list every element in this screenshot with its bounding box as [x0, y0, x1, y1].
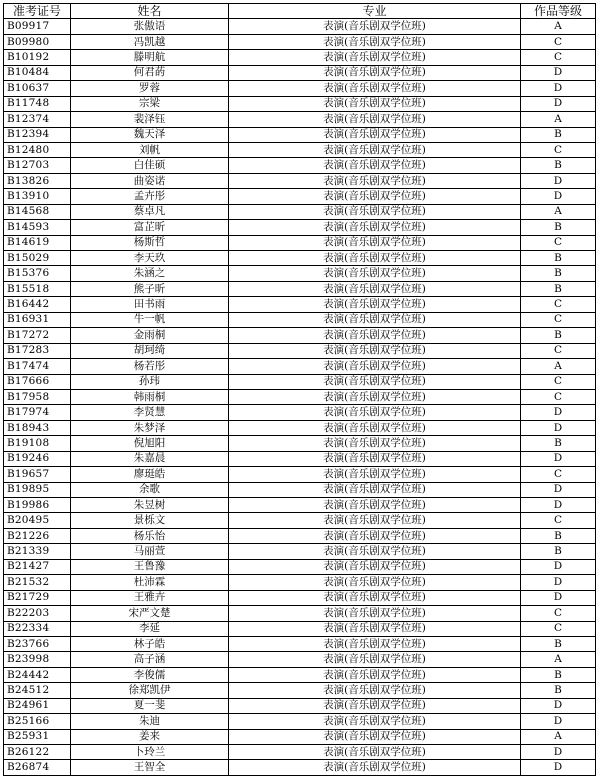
- student-name-cell: 何君菂: [71, 65, 229, 80]
- student-name-cell: 倪旭阳: [71, 436, 229, 451]
- student-name-cell: 刘帆: [71, 142, 229, 157]
- student-name-cell: 胡珂绮: [71, 343, 229, 358]
- exam-id-cell: B19986: [4, 498, 71, 513]
- student-name-cell: 夏一斐: [71, 698, 229, 713]
- exam-id-cell: B19657: [4, 467, 71, 482]
- exam-id-cell: B17283: [4, 343, 71, 358]
- student-name-cell: 宋严文楚: [71, 606, 229, 621]
- student-name-cell: 景栎文: [71, 513, 229, 528]
- major-cell: 表演(音乐剧双学位班): [229, 65, 521, 80]
- exam-id-cell: B10637: [4, 81, 71, 96]
- grade-cell: A: [521, 652, 596, 667]
- grade-cell: D: [521, 482, 596, 497]
- major-cell: 表演(音乐剧双学位班): [229, 729, 521, 744]
- major-cell: 表演(音乐剧双学位班): [229, 698, 521, 713]
- student-name-cell: 马丽萱: [71, 544, 229, 559]
- grade-cell: D: [521, 745, 596, 760]
- grade-cell: D: [521, 698, 596, 713]
- student-name-cell: 裴泽钰: [71, 112, 229, 127]
- grade-cell: B: [521, 528, 596, 543]
- table-row: [4, 729, 596, 744]
- student-name-cell: 曲姿诺: [71, 173, 229, 188]
- exam-id-cell: B15029: [4, 251, 71, 266]
- table-row: [4, 467, 596, 482]
- major-cell: 表演(音乐剧双学位班): [229, 343, 521, 358]
- grade-cell: B: [521, 127, 596, 142]
- student-name-cell: 朱昱树: [71, 498, 229, 513]
- student-name-cell: 冯凯越: [71, 34, 229, 49]
- exam-id-cell: B15376: [4, 266, 71, 281]
- table-row: [4, 606, 596, 621]
- grade-cell: A: [521, 359, 596, 374]
- major-cell: 表演(音乐剧双学位班): [229, 528, 521, 543]
- major-cell: 表演(音乐剧双学位班): [229, 251, 521, 266]
- table-row: [4, 451, 596, 466]
- table-row: [4, 405, 596, 420]
- table-body: [4, 19, 596, 775]
- header-row: [4, 4, 596, 19]
- table-row: [4, 482, 596, 497]
- student-name-cell: 王鲁豫: [71, 559, 229, 574]
- table-row: [4, 652, 596, 667]
- student-name-cell: 廖珽皓: [71, 467, 229, 482]
- grade-cell: D: [521, 590, 596, 605]
- grade-cell: C: [521, 235, 596, 250]
- exam-id-cell: B16442: [4, 297, 71, 312]
- table-row: [4, 667, 596, 682]
- student-name-cell: 杜沛霖: [71, 575, 229, 590]
- major-cell: 表演(音乐剧双学位班): [229, 312, 521, 327]
- grade-cell: D: [521, 760, 596, 775]
- table-row: [4, 436, 596, 451]
- header-exam-id: 准考证号: [4, 4, 71, 19]
- student-name-cell: 余歌: [71, 482, 229, 497]
- exam-id-cell: B22203: [4, 606, 71, 621]
- major-cell: 表演(音乐剧双学位班): [229, 359, 521, 374]
- student-name-cell: 朱涵之: [71, 266, 229, 281]
- student-name-cell: 孙玮: [71, 374, 229, 389]
- student-name-cell: 徐郑凯伊: [71, 683, 229, 698]
- grade-cell: C: [521, 389, 596, 404]
- exam-id-cell: B24442: [4, 667, 71, 682]
- grade-cell: A: [521, 112, 596, 127]
- major-cell: 表演(音乐剧双学位班): [229, 621, 521, 636]
- student-name-cell: 孟卉彤: [71, 189, 229, 204]
- exam-id-cell: B24512: [4, 683, 71, 698]
- grade-cell: D: [521, 559, 596, 574]
- major-cell: 表演(音乐剧双学位班): [229, 189, 521, 204]
- grade-cell: C: [521, 621, 596, 636]
- table-row: [4, 745, 596, 760]
- grade-cell: C: [521, 606, 596, 621]
- student-name-cell: 高子涵: [71, 652, 229, 667]
- table-row: [4, 498, 596, 513]
- exam-id-cell: B12480: [4, 142, 71, 157]
- table-row: [4, 50, 596, 65]
- grade-cell: C: [521, 343, 596, 358]
- grade-cell: B: [521, 328, 596, 343]
- table-row: [4, 343, 596, 358]
- table-row: [4, 142, 596, 157]
- exam-id-cell: B12703: [4, 158, 71, 173]
- table-row: [4, 34, 596, 49]
- exam-id-cell: B21339: [4, 544, 71, 559]
- major-cell: 表演(音乐剧双学位班): [229, 544, 521, 559]
- table-row: [4, 281, 596, 296]
- major-cell: 表演(音乐剧双学位班): [229, 389, 521, 404]
- student-name-cell: 田书雨: [71, 297, 229, 312]
- major-cell: 表演(音乐剧双学位班): [229, 513, 521, 528]
- major-cell: 表演(音乐剧双学位班): [229, 467, 521, 482]
- exam-id-cell: B19246: [4, 451, 71, 466]
- major-cell: 表演(音乐剧双学位班): [229, 142, 521, 157]
- exam-id-cell: B17666: [4, 374, 71, 389]
- table-row: [4, 636, 596, 651]
- grade-cell: B: [521, 251, 596, 266]
- student-name-cell: 魏天泽: [71, 127, 229, 142]
- grade-cell: D: [521, 714, 596, 729]
- major-cell: 表演(音乐剧双学位班): [229, 220, 521, 235]
- table-row: [4, 19, 596, 34]
- grade-cell: D: [521, 189, 596, 204]
- student-name-cell: 熊子昕: [71, 281, 229, 296]
- grade-cell: C: [521, 34, 596, 49]
- exam-id-cell: B19108: [4, 436, 71, 451]
- table-row: [4, 575, 596, 590]
- student-name-cell: 杨斯哲: [71, 235, 229, 250]
- grade-cell: D: [521, 405, 596, 420]
- major-cell: 表演(音乐剧双学位班): [229, 328, 521, 343]
- student-name-cell: 牛一帆: [71, 312, 229, 327]
- student-name-cell: 滕明航: [71, 50, 229, 65]
- major-cell: 表演(音乐剧双学位班): [229, 81, 521, 96]
- major-cell: 表演(音乐剧双学位班): [229, 158, 521, 173]
- student-name-cell: 杨若彤: [71, 359, 229, 374]
- table-row: [4, 513, 596, 528]
- exam-id-cell: B22334: [4, 621, 71, 636]
- score-table: [3, 3, 596, 776]
- grade-cell: B: [521, 667, 596, 682]
- table-row: [4, 760, 596, 775]
- exam-id-cell: B09917: [4, 19, 71, 34]
- student-name-cell: 富芷昕: [71, 220, 229, 235]
- table-row: [4, 359, 596, 374]
- table-row: [4, 590, 596, 605]
- exam-id-cell: B19895: [4, 482, 71, 497]
- student-name-cell: 王雅卉: [71, 590, 229, 605]
- table-row: [4, 220, 596, 235]
- exam-id-cell: B25931: [4, 729, 71, 744]
- major-cell: 表演(音乐剧双学位班): [229, 112, 521, 127]
- grade-cell: D: [521, 420, 596, 435]
- major-cell: 表演(音乐剧双学位班): [229, 297, 521, 312]
- grade-cell: B: [521, 636, 596, 651]
- major-cell: 表演(音乐剧双学位班): [229, 436, 521, 451]
- major-cell: 表演(音乐剧双学位班): [229, 745, 521, 760]
- grade-cell: B: [521, 220, 596, 235]
- exam-id-cell: B13910: [4, 189, 71, 204]
- grade-cell: C: [521, 467, 596, 482]
- student-name-cell: 李贤慧: [71, 405, 229, 420]
- exam-id-cell: B17474: [4, 359, 71, 374]
- major-cell: 表演(音乐剧双学位班): [229, 606, 521, 621]
- grade-cell: D: [521, 498, 596, 513]
- grade-cell: B: [521, 266, 596, 281]
- grade-cell: D: [521, 173, 596, 188]
- student-name-cell: 林子皓: [71, 636, 229, 651]
- exam-id-cell: B23998: [4, 652, 71, 667]
- exam-id-cell: B09980: [4, 34, 71, 49]
- student-name-cell: 王智全: [71, 760, 229, 775]
- grade-cell: A: [521, 19, 596, 34]
- exam-id-cell: B21532: [4, 575, 71, 590]
- major-cell: 表演(音乐剧双学位班): [229, 714, 521, 729]
- exam-id-cell: B13826: [4, 173, 71, 188]
- student-name-cell: 金雨桐: [71, 328, 229, 343]
- student-name-cell: 宗梁: [71, 96, 229, 111]
- table-row: [4, 173, 596, 188]
- table-row: [4, 251, 596, 266]
- table-row: [4, 559, 596, 574]
- table-row: [4, 204, 596, 219]
- exam-id-cell: B23766: [4, 636, 71, 651]
- table-row: [4, 312, 596, 327]
- grade-cell: B: [521, 683, 596, 698]
- exam-id-cell: B14568: [4, 204, 71, 219]
- table-row: [4, 544, 596, 559]
- grade-cell: A: [521, 729, 596, 744]
- grade-cell: D: [521, 451, 596, 466]
- exam-id-cell: B10484: [4, 65, 71, 80]
- grade-cell: D: [521, 96, 596, 111]
- major-cell: 表演(音乐剧双学位班): [229, 636, 521, 651]
- exam-id-cell: B18943: [4, 420, 71, 435]
- major-cell: 表演(音乐剧双学位班): [229, 667, 521, 682]
- major-cell: 表演(音乐剧双学位班): [229, 19, 521, 34]
- major-cell: 表演(音乐剧双学位班): [229, 683, 521, 698]
- table-row: [4, 621, 596, 636]
- exam-id-cell: B26874: [4, 760, 71, 775]
- table-row: [4, 189, 596, 204]
- grade-cell: D: [521, 65, 596, 80]
- grade-cell: C: [521, 142, 596, 157]
- exam-id-cell: B14619: [4, 235, 71, 250]
- student-name-cell: 姜来: [71, 729, 229, 744]
- major-cell: 表演(音乐剧双学位班): [229, 96, 521, 111]
- major-cell: 表演(音乐剧双学位班): [229, 405, 521, 420]
- major-cell: 表演(音乐剧双学位班): [229, 127, 521, 142]
- table-row: [4, 158, 596, 173]
- grade-cell: B: [521, 158, 596, 173]
- exam-id-cell: B21729: [4, 590, 71, 605]
- student-name-cell: 李延: [71, 621, 229, 636]
- major-cell: 表演(音乐剧双学位班): [229, 374, 521, 389]
- exam-id-cell: B10192: [4, 50, 71, 65]
- student-name-cell: 朱梦泽: [71, 420, 229, 435]
- major-cell: 表演(音乐剧双学位班): [229, 760, 521, 775]
- grade-cell: C: [521, 297, 596, 312]
- exam-id-cell: B21427: [4, 559, 71, 574]
- table-row: [4, 714, 596, 729]
- exam-id-cell: B17272: [4, 328, 71, 343]
- exam-id-cell: B17974: [4, 405, 71, 420]
- table-row: [4, 528, 596, 543]
- student-name-cell: 李天玖: [71, 251, 229, 266]
- table-row: [4, 112, 596, 127]
- student-name-cell: 韩雨桐: [71, 389, 229, 404]
- major-cell: 表演(音乐剧双学位班): [229, 34, 521, 49]
- grade-cell: D: [521, 575, 596, 590]
- major-cell: 表演(音乐剧双学位班): [229, 652, 521, 667]
- grade-cell: B: [521, 436, 596, 451]
- exam-id-cell: B12394: [4, 127, 71, 142]
- student-name-cell: 蔡卓凡: [71, 204, 229, 219]
- grade-cell: C: [521, 513, 596, 528]
- exam-id-cell: B14593: [4, 220, 71, 235]
- student-name-cell: 杨乐怡: [71, 528, 229, 543]
- major-cell: 表演(音乐剧双学位班): [229, 266, 521, 281]
- major-cell: 表演(音乐剧双学位班): [229, 482, 521, 497]
- exam-id-cell: B17958: [4, 389, 71, 404]
- major-cell: 表演(音乐剧双学位班): [229, 590, 521, 605]
- student-name-cell: 卜玲兰: [71, 745, 229, 760]
- exam-id-cell: B24961: [4, 698, 71, 713]
- student-name-cell: 朱迪: [71, 714, 229, 729]
- exam-id-cell: B20495: [4, 513, 71, 528]
- major-cell: 表演(音乐剧双学位班): [229, 575, 521, 590]
- table-row: [4, 65, 596, 80]
- table-row: [4, 127, 596, 142]
- student-name-cell: 罗蓉: [71, 81, 229, 96]
- table-row: [4, 683, 596, 698]
- exam-id-cell: B12374: [4, 112, 71, 127]
- table-row: [4, 235, 596, 250]
- student-name-cell: 张傲语: [71, 19, 229, 34]
- major-cell: 表演(音乐剧双学位班): [229, 420, 521, 435]
- table-row: [4, 698, 596, 713]
- major-cell: 表演(音乐剧双学位班): [229, 173, 521, 188]
- table-row: [4, 297, 596, 312]
- major-cell: 表演(音乐剧双学位班): [229, 50, 521, 65]
- major-cell: 表演(音乐剧双学位班): [229, 498, 521, 513]
- grade-cell: C: [521, 312, 596, 327]
- header-grade: 作品等级: [521, 4, 596, 19]
- major-cell: 表演(音乐剧双学位班): [229, 451, 521, 466]
- student-name-cell: 李俊儒: [71, 667, 229, 682]
- grade-cell: C: [521, 374, 596, 389]
- exam-id-cell: B21226: [4, 528, 71, 543]
- table-row: [4, 328, 596, 343]
- grade-cell: B: [521, 544, 596, 559]
- exam-id-cell: B26122: [4, 745, 71, 760]
- exam-id-cell: B25166: [4, 714, 71, 729]
- major-cell: 表演(音乐剧双学位班): [229, 559, 521, 574]
- major-cell: 表演(音乐剧双学位班): [229, 235, 521, 250]
- exam-id-cell: B16931: [4, 312, 71, 327]
- student-name-cell: 白佳硕: [71, 158, 229, 173]
- table-row: [4, 420, 596, 435]
- exam-id-cell: B15518: [4, 281, 71, 296]
- table-row: [4, 389, 596, 404]
- table-row: [4, 266, 596, 281]
- table-row: [4, 374, 596, 389]
- header-name: 姓名: [71, 4, 229, 19]
- grade-cell: C: [521, 50, 596, 65]
- table-row: [4, 96, 596, 111]
- header-major: 专业: [229, 4, 521, 19]
- grade-cell: D: [521, 81, 596, 96]
- major-cell: 表演(音乐剧双学位班): [229, 281, 521, 296]
- major-cell: 表演(音乐剧双学位班): [229, 204, 521, 219]
- grade-cell: A: [521, 204, 596, 219]
- grade-cell: B: [521, 281, 596, 296]
- student-name-cell: 朱嘉晨: [71, 451, 229, 466]
- exam-id-cell: B11748: [4, 96, 71, 111]
- table-row: [4, 81, 596, 96]
